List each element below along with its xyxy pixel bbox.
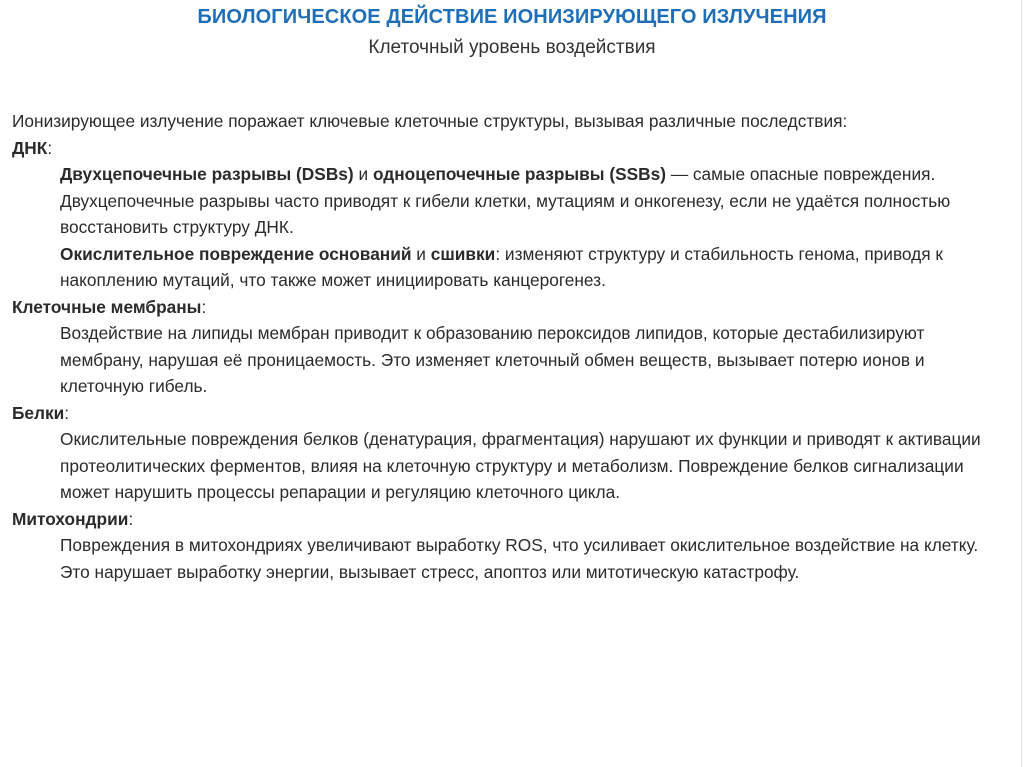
dna-heading: ДНК <box>12 137 48 158</box>
slide-body <box>12 108 1010 585</box>
mitochondria-heading-colon: : <box>128 508 134 529</box>
membranes-text: Воздействие на липиды мембран приводит к образованию пероксидов липидов, которые дестабилизируют мембрану, нарушая её проницаемость. Это изменяет клеточный обмен веществ, вызывает потерю ионов и клеточную гибель. <box>60 323 925 396</box>
dna-breaks-text: — самые опасные повреждения. Двухцепочечные разрывы часто приводят к гибели клетки, мутациям и онкогенезу, если не удаётся полностью восстановить структуру ДНК. <box>60 164 951 237</box>
dna-and-2: и <box>411 243 431 264</box>
mitochondria-text: Повреждения в митохондриях увеличивают выработку ROS, что усиливает окислительное воздействие на клетку. Это нарушает выработку энергии, вызывает стресс, апоптоз или митотическую катастрофу. <box>60 535 979 582</box>
dna-item-breaks <box>12 161 1010 241</box>
dna-term-dsbs: Двухцепочечные разрывы (DSBs) <box>60 164 354 184</box>
slide-title: БИОЛОГИЧЕСКОЕ ДЕЙСТВИЕ ИОНИЗИРУЮЩЕГО ИЗЛУЧЕНИЯ <box>197 6 827 28</box>
proteins-text: Окислительные повреждения белков (денатурация, фрагментация) нарушают их функции и приводят к активации протеолитических ферментов, влияя на клеточную структуру и метаболизм. Повреждение белков сигнализации может нарушить процессы репарации и регуляцию клеточного цикла. <box>60 429 981 502</box>
slide-subtitle: Клеточный уровень воздействия <box>368 37 656 58</box>
proteins-heading-line <box>12 400 1010 427</box>
proteins-heading-colon: : <box>64 402 70 423</box>
mitochondria-heading: Митохондрии <box>12 508 129 529</box>
proteins-heading: Белки <box>12 402 65 423</box>
dna-heading-line <box>12 135 1010 162</box>
membranes-heading-line <box>12 294 1010 321</box>
slide-border <box>1021 0 1022 767</box>
membranes-heading: Клеточные мембраны <box>12 296 202 317</box>
dna-term-crosslinks: сшивки <box>430 243 496 264</box>
dna-and-1: и <box>353 164 373 184</box>
dna-term-oxidation: Окислительное повреждение оснований <box>60 243 412 264</box>
membranes-heading-colon: : <box>201 296 207 317</box>
intro-paragraph: Ионизирующее излучение поражает ключевые клеточные структуры, вызывая различные последствия: <box>12 111 848 131</box>
dna-item-oxidation <box>12 241 1010 294</box>
mitochondria-heading-line <box>12 506 1010 533</box>
dna-heading-colon: : <box>47 137 53 158</box>
dna-term-ssbs: одноцепочечные разрывы (SSBs) <box>372 164 667 184</box>
dna-oxidation-text: : изменяют структуру и стабильность генома, приводя к накоплению мутаций, что также может инициировать канцерогенез. <box>60 243 943 290</box>
